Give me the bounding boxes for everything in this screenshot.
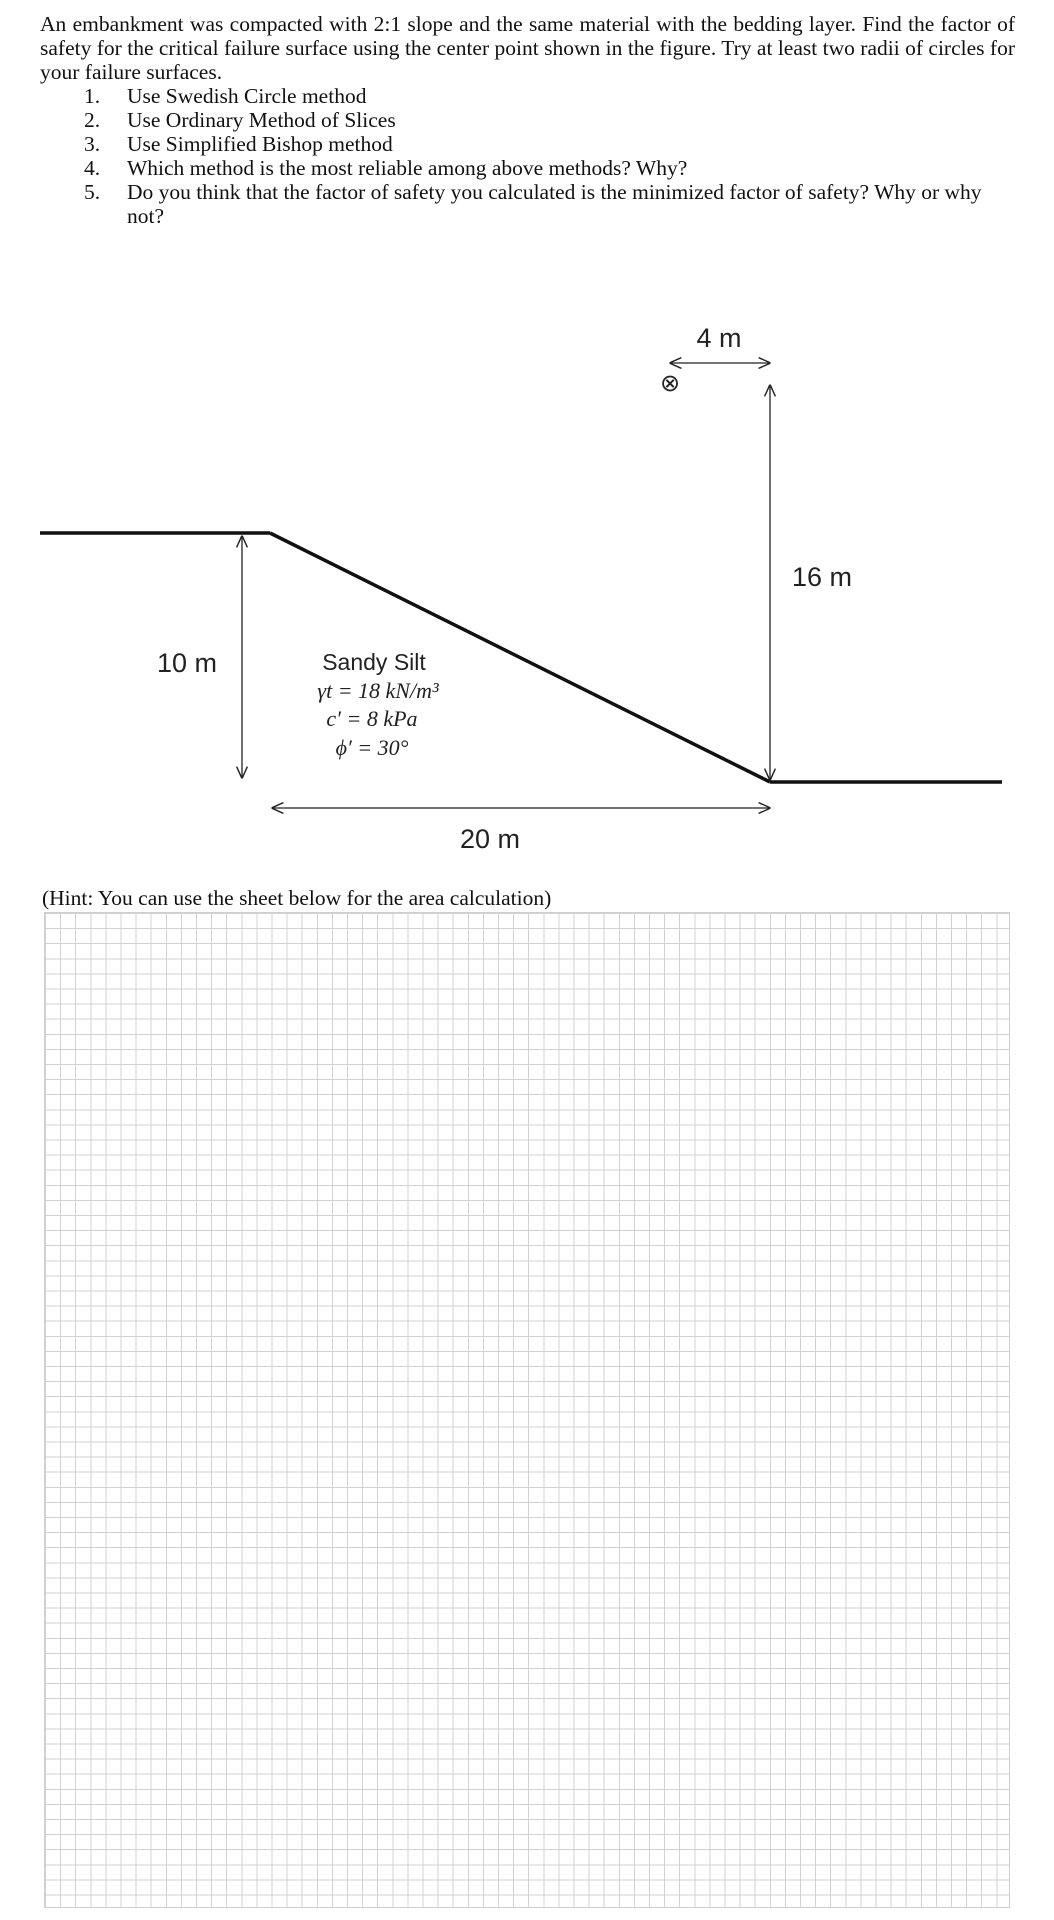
task-text: Use Ordinary Method of Slices xyxy=(127,108,396,132)
task-text: Do you think that the factor of safety you calculated is the minimized factor of safety? Why or why not? xyxy=(127,180,982,228)
task-item xyxy=(40,180,1015,228)
material-properties xyxy=(317,649,439,760)
task-number: 5. xyxy=(84,180,101,204)
task-text: Which method is the most reliable among above methods? Why? xyxy=(127,156,688,180)
task-item xyxy=(40,108,1015,132)
hint-text: (Hint: You can use the sheet below for the area calculation) xyxy=(42,886,552,910)
cohesion: c′ = 8 kPa xyxy=(326,706,418,731)
dim-label-top: 4 m xyxy=(696,323,742,353)
task-number: 1. xyxy=(84,84,101,108)
task-list xyxy=(40,84,1015,228)
embankment-figure xyxy=(0,300,1054,860)
task-item xyxy=(40,84,1015,108)
task-item xyxy=(40,132,1015,156)
material-name: Sandy Silt xyxy=(322,649,426,675)
task-number: 2. xyxy=(84,108,101,132)
friction-angle: ϕ′ = 30° xyxy=(335,735,409,760)
task-number: 4. xyxy=(84,156,101,180)
problem-intro: An embankment was compacted with 2:1 slope and the same material with the bedding layer. Find the factor of safety for the critical failure surface using the center point shown in the figure. Try at least two radii of circles for your failure surfaces. xyxy=(40,12,1015,84)
task-text: Use Simplified Bishop method xyxy=(127,132,393,156)
dim-label-left: 10 m xyxy=(156,648,218,678)
problem-statement xyxy=(40,12,1015,228)
task-number: 3. xyxy=(84,132,101,156)
circle-center-marker: ⊗ xyxy=(659,370,681,397)
dim-label-right: 16 m xyxy=(791,562,853,592)
task-item xyxy=(40,156,1015,180)
dimension-labels xyxy=(157,323,852,854)
task-text: Use Swedish Circle method xyxy=(127,84,367,108)
dim-label-bottom: 20 m xyxy=(459,824,521,854)
graph-paper-sheet xyxy=(44,912,1010,1908)
unit-weight: γt = 18 kN/m³ xyxy=(317,678,439,703)
